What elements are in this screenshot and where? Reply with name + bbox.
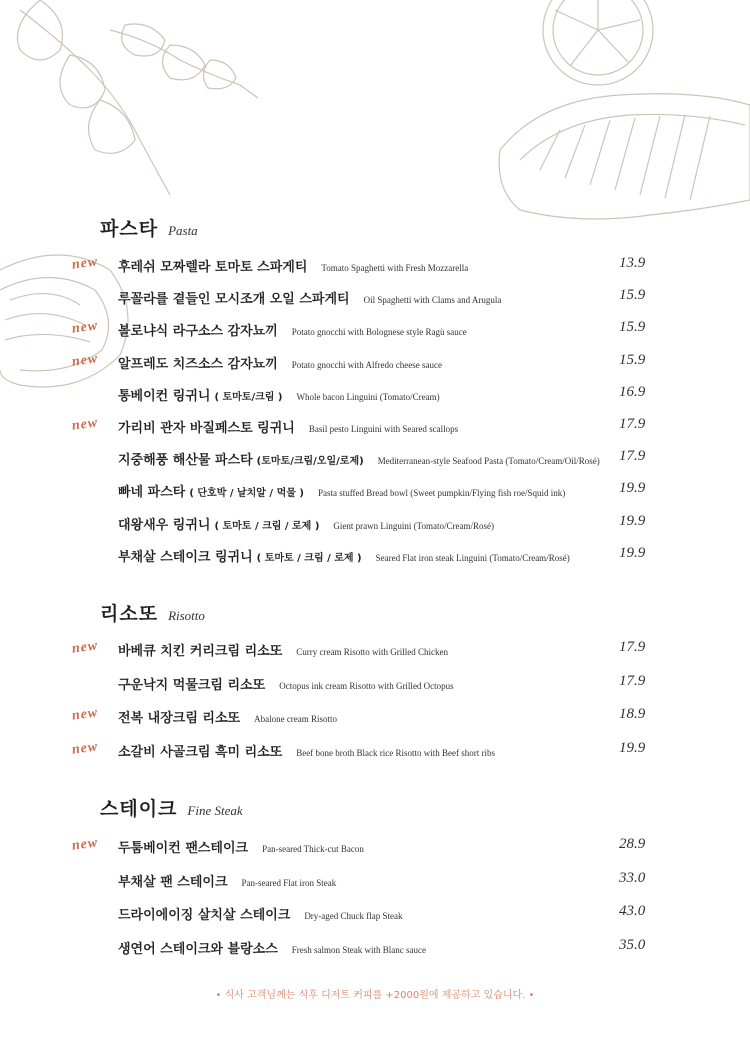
menu-item-name: 빠네 파스타: [118, 485, 186, 501]
menu-item-name: 알프레도 치즈소스 감자뇨끼: [118, 356, 278, 372]
section-title-steak: [100, 794, 243, 821]
menu-item: [0, 672, 750, 696]
menu-item-option: (토마토/크림/오일/로제): [256, 456, 364, 468]
menu-item: [0, 447, 750, 471]
menu-item-price: 15.9: [619, 351, 646, 368]
menu-item-price: 19.9: [619, 512, 646, 529]
new-badge: new: [71, 254, 100, 273]
menu-item-price: 15.9: [619, 287, 646, 304]
menu-item-name: 지중해풍 해산물 파스타: [118, 453, 253, 469]
menu-item-option: ( 토마토/크림 ): [214, 391, 283, 403]
new-badge: new: [71, 638, 100, 657]
menu-item-line: [118, 904, 403, 923]
menu-item: [0, 835, 750, 859]
menu-item-english: Abalone cream Risotto: [254, 714, 338, 724]
menu-item-english: Potato gnocchi with Bolognese style Ragù sauce: [291, 327, 467, 338]
section-title-en: Pasta: [168, 223, 198, 238]
menu-item: [0, 902, 750, 926]
menu-item-price: 28.9: [619, 836, 646, 852]
section-title-ko: 파스타: [100, 218, 159, 240]
menu-item-line: [118, 353, 442, 372]
menu-item-line: [118, 481, 565, 500]
menu-item: [0, 318, 750, 342]
section-title-ko: 리소또: [100, 603, 159, 625]
menu-item: [0, 512, 750, 536]
menu-item: [0, 705, 750, 729]
new-badge: new: [71, 415, 100, 434]
menu-item: [0, 869, 750, 893]
menu-item-line: [118, 741, 495, 760]
menu-item-name: 볼로냐식 라구소스 감자뇨끼: [118, 324, 278, 340]
lemon-slice-illustration: [543, 0, 653, 85]
menu-item-name: 전복 내장크림 리소또: [118, 711, 241, 726]
menu-item-option: ( 단호박 / 날치알 / 먹물 ): [189, 488, 304, 500]
menu-item-line: [118, 385, 440, 404]
menu-item: [0, 254, 750, 278]
menu-item-english: Pan-seared Thick-cut Bacon: [262, 844, 364, 854]
new-badge: new: [71, 350, 100, 370]
menu-item-english: Dry-aged Chuck flap Steak: [304, 911, 403, 921]
menu-item-line: [118, 707, 337, 726]
menu-item-line: [118, 837, 364, 856]
menu-item-line: [118, 288, 501, 307]
menu-item: [0, 479, 750, 503]
menu-item: [0, 415, 750, 439]
menu-item-line: [118, 674, 454, 693]
menu-item-price: 17.9: [619, 448, 646, 465]
section-title-en: Fine Steak: [187, 803, 243, 818]
menu-item-price: 43.0: [619, 903, 646, 919]
menu-item-name: 루꼴라를 곁들인 모시조개 오일 스파게티: [118, 292, 350, 308]
menu-item-line: [118, 320, 467, 339]
menu-item-line: [118, 417, 458, 436]
menu-item-line: [118, 938, 426, 957]
menu-item-english: Whole bacon Linguini (Tomato/Cream): [296, 391, 440, 402]
menu-item-english: Mediterranean-style Seafood Pasta (Tomato/Cream/Oil/Rosé): [377, 456, 600, 467]
menu-item-english: Pasta stuffed Bread bowl (Sweet pumpkin/Flying fish roe/Squid ink): [317, 488, 566, 499]
section-title-risotto: [100, 599, 205, 626]
menu-item-name: 통베이컨 링귀니: [118, 388, 211, 404]
menu-item-price: 19.9: [619, 739, 646, 756]
menu-item-name: 부채살 팬 스테이크: [118, 874, 228, 890]
menu-item: [0, 936, 750, 960]
menu-item-english: Seared Flat iron steak Linguini (Tomato/Cream/Rosé): [375, 552, 570, 563]
menu-item-english: Octopus ink cream Risotto with Grilled Octopus: [279, 680, 454, 691]
menu-item-price: 15.9: [619, 319, 646, 336]
menu-item-english: Oil Spaghetti with Clams and Arugula: [363, 295, 502, 306]
menu-item-name: 드라이에이징 살치살 스테이크: [118, 908, 291, 923]
section-title-en: Risotto: [168, 608, 205, 623]
menu-item-line: [118, 871, 336, 890]
menu-item-name: 바베큐 치킨 커리크림 리소또: [118, 644, 283, 659]
menu-item-name: 후레쉬 모짜렐라 토마토 스파게티: [118, 260, 308, 275]
menu-item-english: Potato gnocchi with Alfredo cheese sauce: [291, 359, 442, 370]
footer-note: • 식사 고객님께는 식후 디저트 커피를 +2000원에 제공하고 있습니다. •: [215, 990, 535, 1001]
menu-item: [0, 286, 750, 310]
menu-item-english: Beef bone broth Black rice Risotto with Beef short ribs: [296, 747, 495, 758]
new-badge: new: [71, 738, 100, 758]
menu-item-name: 구운낙지 먹물크림 리소또: [118, 677, 266, 693]
new-badge: new: [71, 705, 100, 724]
menu-item: [0, 739, 750, 763]
menu-item: [0, 638, 750, 662]
section-title-ko: 스테이크: [100, 798, 178, 820]
new-badge: new: [71, 318, 100, 338]
menu-item-name: 부채살 스테이크 링귀니: [118, 549, 253, 565]
skewer-illustration: [18, 0, 259, 195]
menu-item-name: 소갈비 사골크림 흑미 리소또: [118, 744, 283, 760]
menu-item-name: 두툼베이컨 팬스테이크: [118, 841, 249, 856]
menu-item-name: 생연어 스테이크와 블랑소스: [118, 941, 278, 957]
menu-item-price: 13.9: [619, 255, 646, 271]
menu-item: [0, 351, 750, 375]
menu-item-price: 19.9: [619, 480, 646, 497]
menu-item-english: Fresh salmon Steak with Blanc sauce: [291, 944, 426, 955]
menu-item-name: 가리비 관자 바질페스토 링귀니: [118, 421, 295, 436]
steak-illustration: [499, 94, 750, 219]
menu-item-price: 33.0: [619, 869, 646, 886]
menu-item-line: [118, 514, 494, 533]
menu-item-english: Tomato Spaghetti with Fresh Mozzarella: [321, 263, 469, 273]
menu-item-english: Pan-seared Flat iron Steak: [241, 877, 337, 888]
menu-item-price: 16.9: [619, 383, 646, 400]
menu-item-price: 17.9: [619, 672, 646, 689]
menu-item-price: 17.9: [619, 416, 646, 432]
menu-item-line: [118, 256, 468, 275]
menu-item-english: Curry cream Risotto with Grilled Chicken: [296, 647, 449, 657]
menu-item-line: [118, 640, 448, 659]
menu-item-name: 대왕새우 링귀니: [118, 517, 211, 533]
menu-item-price: 35.0: [619, 936, 646, 953]
menu-item-option: ( 토마토 / 크림 / 로제 ): [256, 552, 362, 564]
menu-item: [0, 544, 750, 568]
menu-item-english: Gient prawn Linguini (Tomato/Cream/Rosé): [333, 520, 494, 531]
menu-item-line: [118, 546, 570, 565]
menu-item-option: ( 토마토 / 크림 / 로제 ): [214, 520, 320, 532]
menu-item-price: 17.9: [619, 639, 646, 655]
menu-item: [0, 383, 750, 407]
new-badge: new: [71, 835, 100, 854]
section-title-pasta: [100, 214, 198, 241]
menu-item-price: 18.9: [619, 706, 646, 722]
menu-item-line: [118, 449, 600, 468]
menu-item-english: Basil pesto Linguini with Seared scallops: [308, 424, 459, 434]
menu-item-price: 19.9: [619, 544, 646, 561]
